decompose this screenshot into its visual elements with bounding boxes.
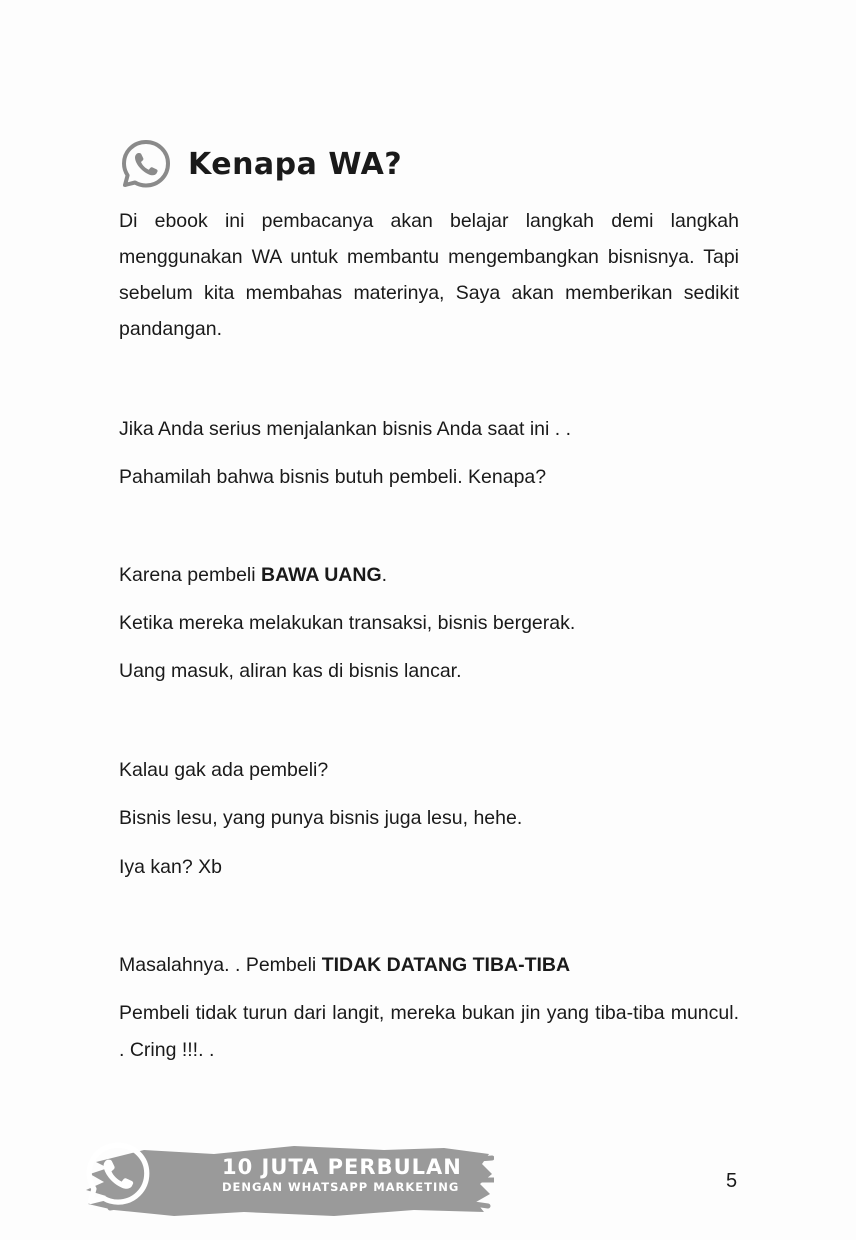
body-text: .	[381, 564, 388, 586]
section-heading	[120, 138, 402, 190]
emphasis-text: BAWA UANG	[261, 564, 382, 586]
emphasis-text: TIDAK DATANG TIBA-TIBA	[321, 954, 571, 976]
body-line: Uang masuk, aliran kas di bisnis lancar.	[119, 660, 462, 682]
footer-banner	[84, 1140, 494, 1220]
body-line: Ketika mereka melakukan transaksi, bisnis bergerak.	[119, 612, 576, 634]
footer-text	[222, 1154, 462, 1194]
body-paragraph: Pembeli tidak turun dari langit, mereka bukan jin yang tiba-tiba muncul. . Cring !!!. .	[119, 1002, 739, 1061]
footer-title: 10 JUTA PERBULAN	[222, 1155, 462, 1179]
body-line: Jika Anda serius menjalankan bisnis Anda saat ini . .	[119, 418, 572, 440]
body-line: Pahamilah bahwa bisnis butuh pembeli. Kenapa?	[119, 466, 547, 488]
body-text: Karena pembeli	[119, 564, 262, 586]
body-line	[119, 561, 387, 589]
footer-subtitle: DENGAN WHATSAPP MARKETING	[222, 1180, 460, 1194]
body-line: Kalau gak ada pembeli?	[119, 759, 329, 781]
body-line: Bisnis lesu, yang punya bisnis juga lesu, hehe.	[119, 807, 523, 829]
whatsapp-icon	[120, 138, 172, 190]
whatsapp-icon	[84, 1140, 152, 1208]
body-text: Masalahnya. . Pembeli	[119, 954, 322, 976]
intro-paragraph: Di ebook ini pembacanya akan belajar langkah demi langkah menggunakan WA untuk membantu mengembangkan bisnisnya. Tapi sebelum kita membahas materinya, Saya akan memberikan sedikit pandangan.	[119, 210, 739, 340]
page-title: Kenapa WA?	[188, 146, 403, 182]
page-number: 5	[726, 1170, 738, 1192]
body-line	[119, 951, 570, 979]
body-line: Iya kan? Xb	[119, 856, 222, 878]
